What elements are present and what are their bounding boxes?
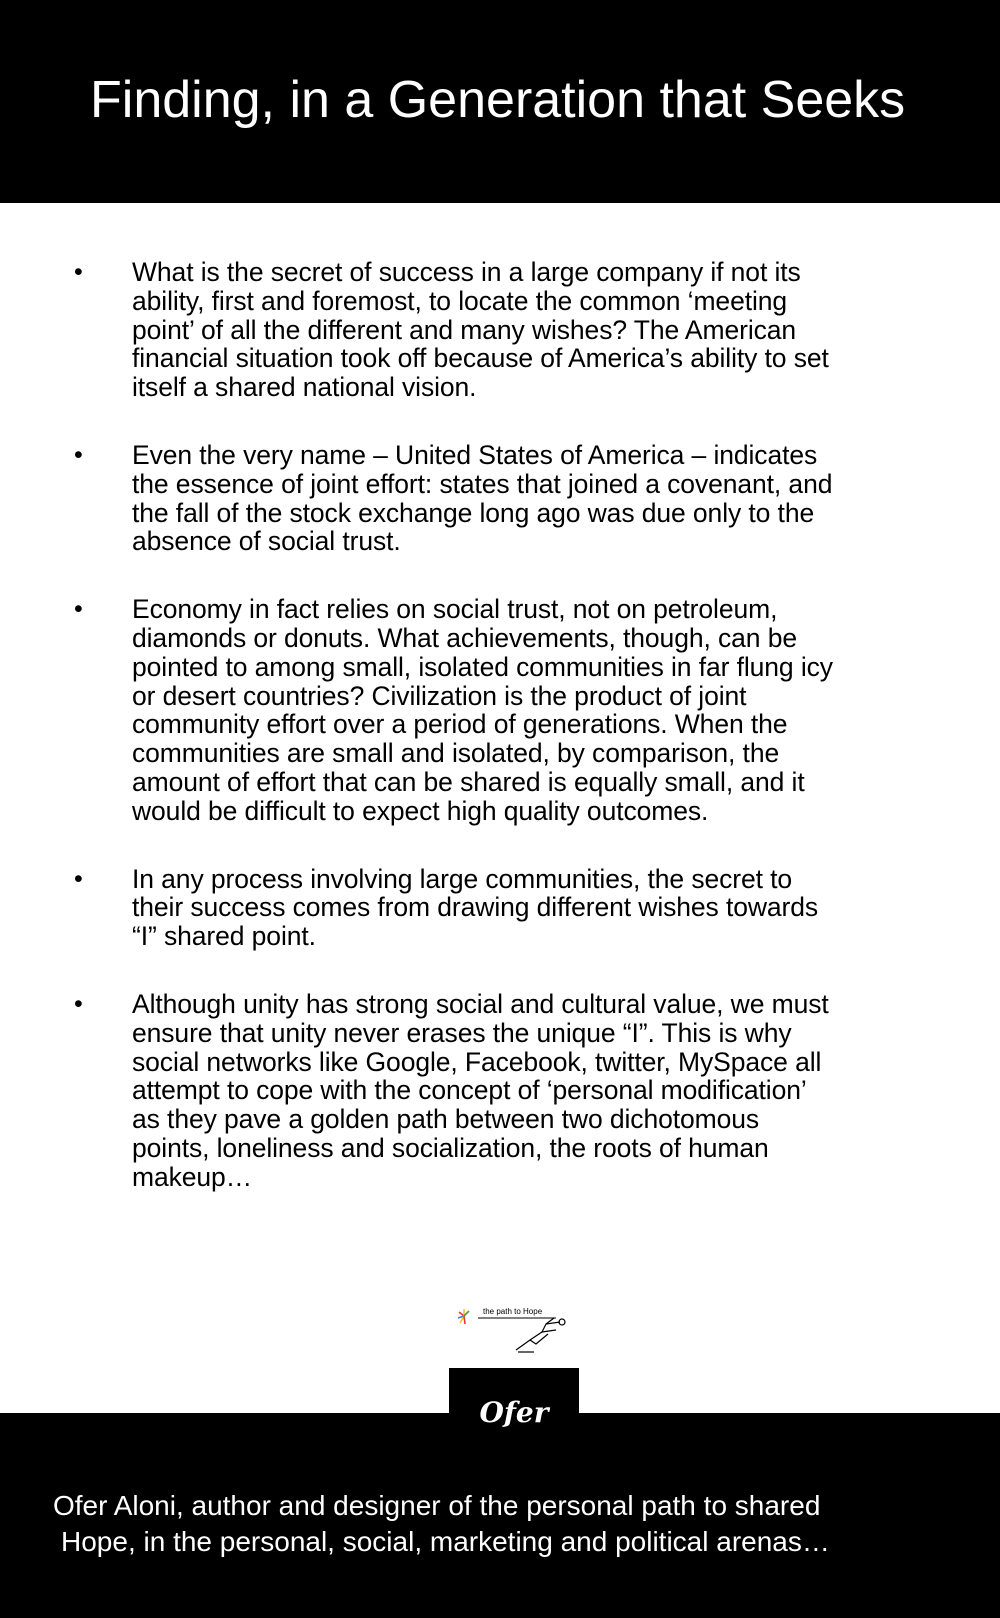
bullet-text: Although unity has strong social and cultural value, we must ensure that unity never erases the unique “I”. This is why social networks like Google, Facebook, twitter, MySpace all attempt to cope with the concept of ‘personal modification’ as they pave a golden path between two dichotomous points, loneliness and socialization, the roots of human makeup…	[132, 988, 829, 1192]
logo-text: the path to Hope	[483, 1307, 543, 1316]
signature: Ofer	[479, 1396, 549, 1429]
author-credit	[53, 1488, 973, 1560]
list-item	[0, 441, 1000, 556]
bullet-marker: •	[74, 440, 83, 469]
logo-graphic	[456, 1304, 576, 1354]
list-item	[0, 258, 1000, 402]
sunburst-icon	[458, 1309, 469, 1324]
signature-box	[449, 1368, 579, 1458]
author-credit-line-1: Ofer Aloni, author and designer of the personal path to shared	[53, 1490, 821, 1521]
bullet-marker: •	[74, 864, 83, 893]
list-item	[0, 595, 1000, 825]
bullet-marker: •	[74, 258, 83, 286]
list-item	[0, 990, 1000, 1192]
list-item	[0, 865, 1000, 951]
bullet-text: Even the very name – United States of America – indicates the essence of joint effort: states that joined a covenant, and the fall of the stock exchange long ago was due only to the absence of social trust.	[132, 439, 833, 557]
path-to-hope-logo	[456, 1304, 576, 1354]
running-figure-icon	[516, 1318, 565, 1352]
bullet-text: Economy in fact relies on social trust, not on petroleum, diamonds or donuts. What achievements, though, can be pointed to among small, isolated communities in far flung icy or desert countries? Civilization is the product of joint community effort over a period of generations. When the communities are small and isolated, by comparison, the amount of effort that can be shared is equally small, and it would be difficult to expect high quality outcomes.	[132, 594, 833, 826]
bullet-marker: •	[74, 989, 83, 1018]
bullet-marker: •	[74, 595, 83, 624]
bullet-text: What is the secret of success in a large company if not its ability, first and foremost, to locate the common ‘meeting point’ of all the different and many wishes? The American financial situation took off because of America’s ability to set itself a shared national vision.	[132, 257, 829, 403]
author-credit-line-2: Hope, in the personal, social, marketing and political arenas…	[61, 1526, 830, 1557]
page-title: Finding, in a Generation that Seeks	[90, 71, 906, 129]
bullet-list	[0, 258, 1000, 1231]
header-banner	[0, 0, 1000, 203]
bullet-text: In any process involving large communities, the secret to their success comes from drawing different wishes towards “I” shared point.	[132, 863, 819, 952]
